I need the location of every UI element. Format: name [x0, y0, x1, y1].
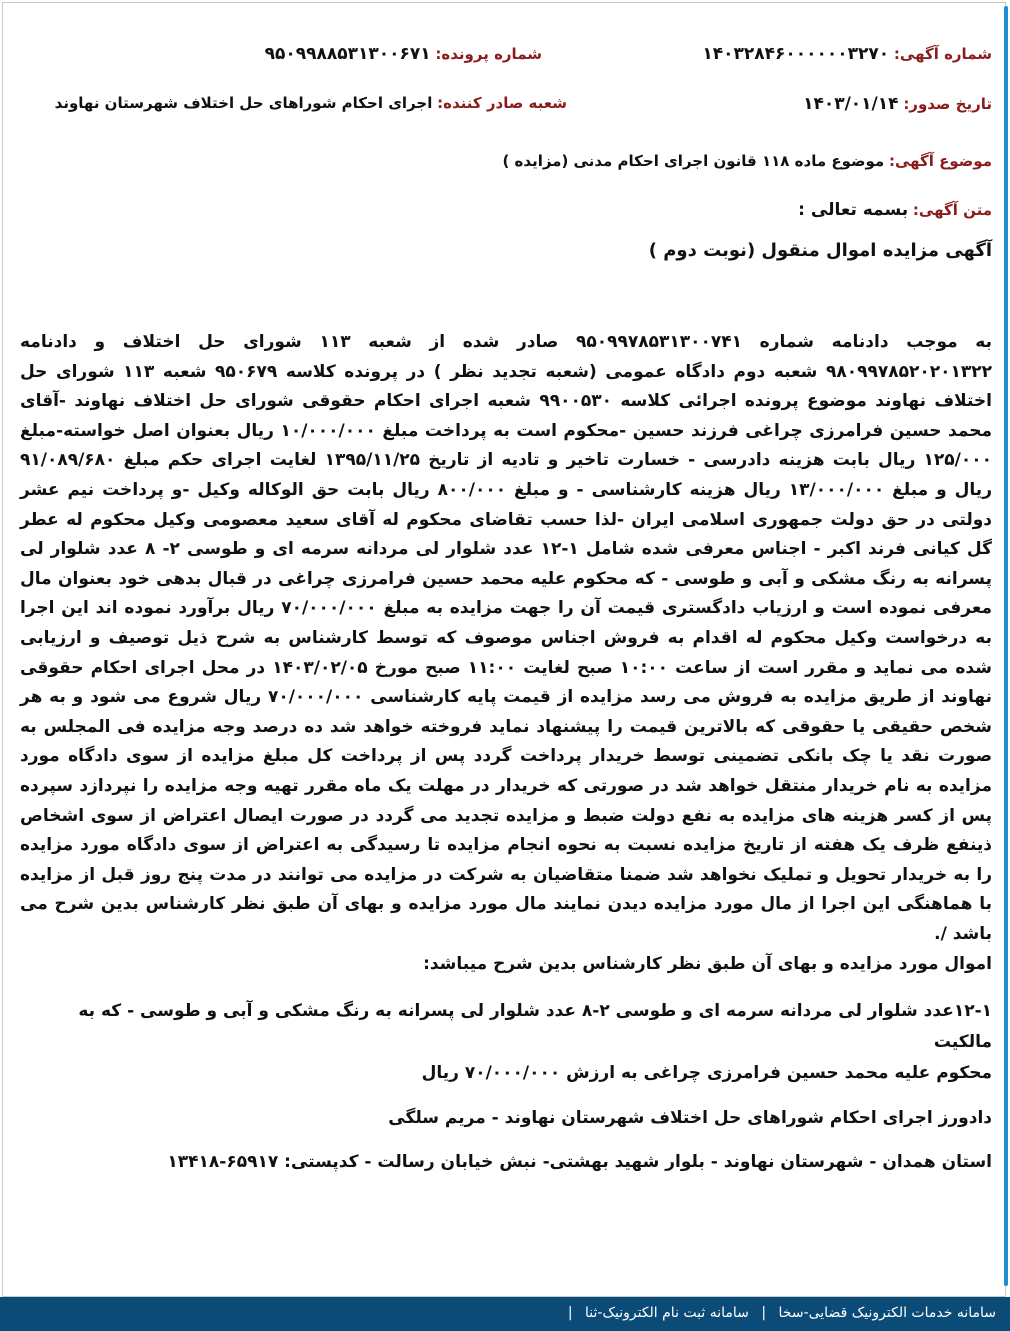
notice-number-label: شماره آگهی:: [893, 45, 992, 63]
items-title: اموال مورد مزایده و بهای آن طبق نظر کارشناس بدین شرح میباشد:: [423, 954, 992, 974]
issue-date-row: [803, 94, 992, 114]
case-number-value: ۹۵۰۹۹۸۸۵۳۱۳۰۰۶۷۱: [264, 44, 431, 64]
notice-title: آگهی مزایده اموال منقول (نوبت دوم ): [648, 240, 992, 261]
notice-body: [20, 328, 992, 949]
subject-row: [502, 152, 992, 170]
notice-number-row: [702, 44, 992, 64]
subject-label: موضوع آگهی:: [888, 152, 992, 170]
footer-link-sakha[interactable]: سامانه خدمات الکترونیک قضایی-سخا: [778, 1305, 996, 1321]
subject-value: موضوع ماده ۱۱۸ قانون اجرای احکام مدنی (مزایده ): [502, 152, 885, 170]
footer-separator: |: [761, 1305, 767, 1321]
signature: دادورز اجرای احکام شوراهای حل اختلاف شهرستان نهاوند - مریم سلگی: [388, 1108, 992, 1128]
case-number-label: شماره پرونده:: [435, 45, 542, 63]
auction-item-line-2: محکوم علیه محمد حسین فرامرزی چراغی به ارزش ۷۰/۰۰۰/۰۰۰ ریال: [421, 1063, 992, 1083]
issuer-label: شعبه صادر کننده:: [437, 94, 567, 112]
text-label-row: [798, 200, 992, 220]
bismillah: بسمه تعالی :: [798, 200, 909, 220]
footer-separator-end: |: [567, 1305, 573, 1321]
footer-bar: [0, 1297, 1010, 1331]
auction-item: [60, 996, 992, 1089]
auction-item-line-1: ۱۲-۱عدد شلوار لی مردانه سرمه ای و طوسی ۲-۸ عدد شلوار لی پسرانه به رنگ مشکی و آبی و طوسی - که به مالکیت: [78, 1001, 992, 1052]
issuer-value: اجرای احکام شوراهای حل اختلاف شهرستان نهاوند: [54, 94, 433, 112]
issue-date-value: ۱۴۰۳/۰۱/۱۴: [803, 94, 899, 114]
vertical-scrollbar[interactable]: [1004, 6, 1008, 1286]
issuer-row: [55, 94, 567, 112]
notice-text-label: متن آگهی:: [912, 201, 992, 219]
footer-link-sana[interactable]: سامانه ثبت نام الکترونیک-ثنا: [585, 1305, 749, 1321]
case-number-row: [265, 44, 542, 64]
notice-body-paragraph: به موجب دادنامه شماره ۹۵۰۹۹۷۸۵۳۱۳۰۰۷۴۱ صادر شده از شعبه ۱۱۳ شورای حل اختلاف و دادنامه ۹۸۰۹۹۷۸۵۲۰۲۰۱۳۲۲ شعبه دوم دادگاه عمومی (شعبه تجدید نظر ) در پرونده کلاسه ۹۵۰۶۷۹ شعبه ۱۱۳ شورای حل اختلاف نهاوند موضوع پرونده اجرائی کلاسه ۹۹۰۰۵۳۰ شعبه اجرای احکام حقوقی شورای حل اختلاف نهاوند -آقای محمد حسین فرامرزی چراغی فرزند حسین -محکوم است به پرداخت مبلغ ۱۰/۰۰۰/۰۰۰ ریال بعنوان اصل خواسته-مبلغ ۱۲۵/۰۰۰ ریال بابت هزینه دادرسی - خسارت تاخیر و تادیه از تاریخ ۱۳۹۵/۱۱/۲۵ لغایت اجرای حکم مبلغ ۹۱/۰۸۹/۶۸۰ ریال و مبلغ ۱۳/۰۰۰/۰۰۰ ریال هزینه کارشناسی - و مبلغ ۸۰۰/۰۰۰ ریال بابت حق الوکاله وکیل -و پرداخت نیم عشر دولتی در حق دولت جمهوری اسلامی ایران -لذا حسب تقاضای محکوم له آقای سعید معصومی وکیل محکوم له عطر گل کیانی فرند اکبر - اجناس معرفی شده شامل ۱-۱۲ عدد شلوار لی مردانه سرمه ای و طوسی ۲- ۸ عدد شلوار لی پسرانه به رنگ مشکی و آبی و طوسی - که محکوم علیه محمد حسین فرامرزی چراغی در قبال بدهی خود بعنوان مال معرفی نموده است و ارزیاب دادگستری قیمت آن را جهت مزایده به مبلغ ۷۰/۰۰۰/۰۰۰ ریال برآورد نموده اند این اجرا به درخواست وکیل محکوم له اقدام به فروش اجناس موصوف که توسط کارشناس به شرح ذیل توصیف و ارزیابی شده می نماید و مقرر است از ساعت ۱۰:۰۰ صبح لغایت ۱۱:۰۰ صبح مورخ ۱۴۰۳/۰۲/۰۵ در محل اجرای احکام حقوقی نهاوند از طریق مزایده به فروش می رسد مزایده از قیمت پایه کارشناسی ۷۰/۰۰۰/۰۰۰ ریال شروع می شود و به هر شخص حقیقی یا حقوقی که بالاترین قیمت را پیشنهاد نماید فروخته خواهد شد ده درصد وجه مزایده فی المجلس به صورت نقد یا چک بانکی تضمینی توسط خریدار پرداخت گردد پس از پرداخت کل مبلغ مزایده از سوی دادگاه مورد مزایده به نام خریدار منتقل خواهد شد در صورتی که خریدار در مهلت یک ماه مقرر تهیه وجه مزایده را نپردازد سپرده پس از کسر هزینه های مزایده به نفع دولت ضبط و مزایده تجدید می گردد در صورت ایصال اعتراض از سوی اشخاص ذینفع ظرف یک هفته از تاریخ مزایده نسبت به نحوه انجام مزایده تا رسیدگی به اعتراض از سوی دادگاه مورد مزایده را به خریدار تحویل و تملیک نخواهد شد ضمنا متقاضیان به شرکت در مزایده می توانند در مدت پنج روز قبل از مزایده با هماهنگی این اجرا از مال مورد مزایده دیدن نمایند مال مورد مزایده و بهای آن طبق نظر کارشناس بدین شرح می باشد /.: [20, 332, 992, 944]
address: استان همدان - شهرستان نهاوند - بلوار شهید بهشتی- نبش خیابان رسالت - کدپستی: ۶۵۹۱۷-۱۳۴۱۸: [167, 1152, 992, 1172]
issue-date-label: تاریخ صدور:: [903, 95, 992, 113]
footer-links: [560, 1305, 996, 1321]
notice-number-value: ۱۴۰۳۲۸۴۶۰۰۰۰۰۰۳۲۷۰: [702, 44, 890, 64]
